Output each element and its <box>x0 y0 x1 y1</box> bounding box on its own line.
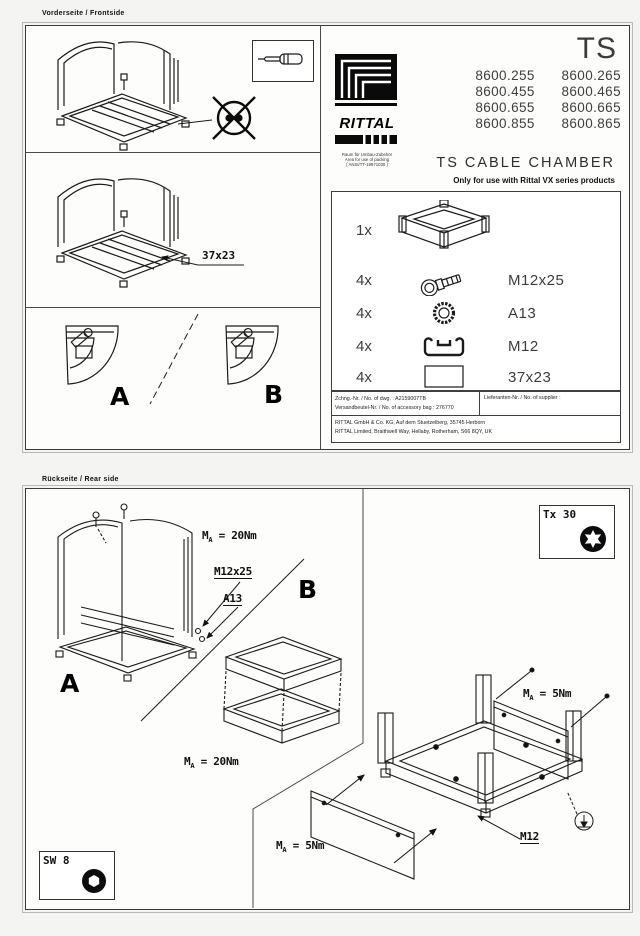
product-subtitle: Only for use with Rittal VX series products <box>453 176 615 185</box>
front-steps-column <box>26 26 321 449</box>
torque-symbol: M <box>202 529 209 542</box>
address-de: RITTAL GmbH & Co. KG, Auf dem Stuetzelberg, 35745 Herborn <box>335 420 486 426</box>
drawing-number: Zchng.-Nr. / No. of dwg. : A2159007TB <box>335 396 426 402</box>
model-number-list <box>453 68 621 132</box>
part-qty: 4x <box>356 369 372 386</box>
torque-value: = 20Nm <box>194 755 239 768</box>
part-qty: 4x <box>356 272 372 289</box>
screwdriver-icon <box>253 41 310 78</box>
cabinet-base-drawing-2 <box>26 153 321 307</box>
part-label: A13 <box>508 305 537 322</box>
hex-tool-box <box>39 851 115 900</box>
model-number: 8600.255 <box>475 68 535 83</box>
torque-value: = 20Nm <box>212 529 257 542</box>
torque-symbol: M <box>523 687 530 700</box>
nut-callout: M12 <box>520 830 539 843</box>
rear-detail-b-letter: B <box>298 575 318 604</box>
brand-tagline-2: Area for use of packing <box>344 157 390 163</box>
torque-label-b <box>184 755 239 770</box>
title-block <box>331 391 621 443</box>
title-block-row-2 <box>332 416 620 442</box>
torque-subscript: A <box>282 846 287 855</box>
torque-label-a <box>202 529 257 544</box>
series-title: TS <box>576 32 617 65</box>
part-label: M12x25 <box>508 272 565 289</box>
part-qty: 4x <box>356 338 372 355</box>
model-number: 8600.265 <box>561 68 621 83</box>
torx-size-label: Tx 30 <box>543 508 577 521</box>
rittal-logo <box>335 54 399 168</box>
brand-tagline-3: ( ANSI/TT-19971030 ) <box>346 162 388 168</box>
rear-section-label: Rückseite / Rear side <box>42 476 119 483</box>
torque-label-rear-panel <box>523 687 571 702</box>
rear-panel <box>25 488 630 910</box>
front-step-1 <box>26 26 320 153</box>
screwdriver-tool-box <box>252 40 314 82</box>
torx-bit-icon <box>578 524 608 554</box>
washer-icon <box>394 300 494 331</box>
model-number: 8600.665 <box>561 100 621 115</box>
part-label: 37x23 <box>508 369 552 386</box>
detail-a-letter: A <box>110 382 130 411</box>
front-panel <box>25 25 630 450</box>
torx-tool-box <box>539 505 615 559</box>
model-number: 8600.465 <box>561 84 621 99</box>
bolt-callout: M12x25 <box>214 565 252 578</box>
part-label: M12 <box>508 338 539 355</box>
model-row <box>453 100 621 116</box>
foam-strip-callout: 37x23 <box>202 249 236 262</box>
torque-value: = 5Nm <box>286 839 325 852</box>
hex-size-label: SW 8 <box>43 854 70 867</box>
model-number: 8600.455 <box>475 84 535 99</box>
torque-subscript: A <box>190 762 195 771</box>
cable-chamber-frame-icon <box>394 200 494 267</box>
brand-tagline-1: Raum für Umbau-Zubehör <box>341 151 393 157</box>
torque-value: = 5Nm <box>533 687 572 700</box>
front-step-2 <box>26 153 320 308</box>
title-block-row-1 <box>332 392 620 416</box>
model-row <box>453 68 621 84</box>
torque-subscript: A <box>208 536 213 545</box>
hex-socket-icon <box>80 867 108 895</box>
torque-subscript: A <box>529 694 534 703</box>
corner-details-drawing <box>26 308 321 447</box>
front-step-3 <box>26 308 320 447</box>
model-row <box>453 116 621 132</box>
model-number: 8600.655 <box>475 100 535 115</box>
rittal-logo-bar <box>335 135 399 145</box>
clip-nut-icon <box>394 332 494 367</box>
torque-symbol: M <box>184 755 191 768</box>
washer-callout: A13 <box>223 592 242 605</box>
supplier-number: Lieferanten-Nr. / No. of supplier : <box>484 395 561 401</box>
torque-label-front-panel <box>276 839 324 854</box>
address-uk: RITTAL Limited, Braithwell Way, Hellaby, Rotherham, S66 8QY, UK <box>335 429 493 435</box>
rittal-logo-mark <box>335 54 399 116</box>
model-row <box>453 84 621 100</box>
detail-b-letter: B <box>264 380 284 409</box>
parts-list <box>331 191 621 391</box>
rear-detail-a-letter: A <box>60 669 80 698</box>
part-qty: 1x <box>356 222 372 239</box>
product-title: TS CABLE CHAMBER <box>436 155 615 171</box>
rittal-wordmark: RITTAL <box>339 115 395 132</box>
front-info-column <box>321 26 629 449</box>
screw-icon <box>394 266 494 301</box>
front-section-label: Vorderseite / Frontside <box>42 10 125 17</box>
model-number: 8600.855 <box>475 116 535 131</box>
prohibition-icon <box>213 97 255 139</box>
part-qty: 4x <box>356 305 372 322</box>
accessory-bag-number: Versandbeutel-Nr. / No. of accessory bag : 276770 <box>335 405 454 411</box>
earth-bonding-icon <box>567 791 593 830</box>
model-number: 8600.865 <box>561 116 621 131</box>
torque-symbol: M <box>276 839 283 852</box>
